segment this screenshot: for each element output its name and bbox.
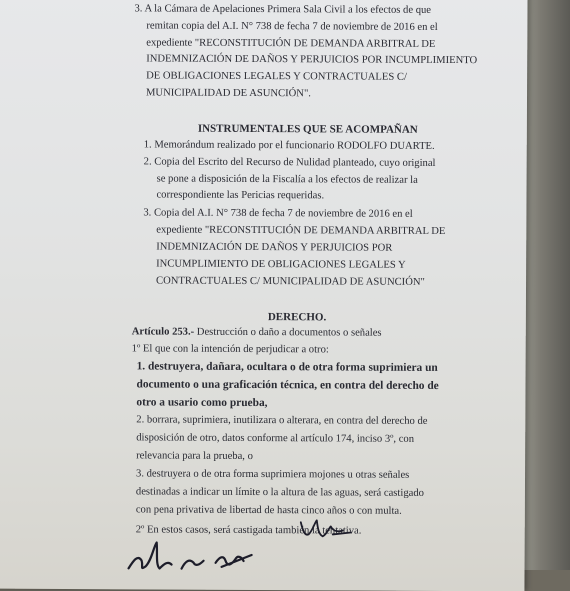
instrumental-2-line-3: correspondiente las Pericias requeridas. bbox=[156, 189, 325, 202]
paragraph-2: 2º En estos casos, será castigada también la tentativa. bbox=[135, 524, 362, 537]
instrumental-2-line-1: 2. Copia del Escrito del Recurso de Nulidad planteado, cuyo original bbox=[143, 156, 436, 169]
inciso-3-line-2: destinadas a indicar un límite o la altura de las aguas, será castigado bbox=[135, 486, 424, 499]
instrumental-2-line-2: se pone a disposición de la Fiscalía a los efectos de realizar la bbox=[156, 173, 418, 186]
inciso-3-line-1: 3. destruyera o de otra forma suprimiera mojones u otras señales bbox=[136, 468, 410, 481]
inciso-1-line-3: otro a usario como prueba, bbox=[136, 396, 268, 410]
inciso-2-line-2: disposición de otro, datos conforme al artículo 174, inciso 3º, con bbox=[136, 432, 415, 445]
instrumental-3-line-1: 3. Copia del A.I. N° 738 de fecha 7 de noviembre de 2016 en el bbox=[143, 207, 413, 220]
derecho-heading: DERECHO. bbox=[267, 311, 327, 324]
item3-line-2: remitan copia del A.I. N° 738 de fecha 7 de noviembre de 2016 en el bbox=[146, 20, 438, 33]
inciso-2-line-1: 2. borrara, suprimiera, inutilizara o alterara, en contra del derecho de bbox=[136, 414, 428, 427]
background-surface bbox=[520, 0, 570, 570]
articulo-heading bbox=[132, 326, 382, 339]
item3-line-1: 3. A la Cámara de Apelaciones Primera Sala Civil a los efectos de que bbox=[134, 3, 432, 16]
inciso-1-line-1: 1. destruyera, dañara, ocultara o de otra forma suprimiera un bbox=[136, 360, 438, 374]
articulo-number: Artículo 253.- bbox=[131, 326, 195, 338]
handwritten-signature-left bbox=[124, 524, 264, 575]
item3-line-5: DE OBLIGACIONES LEGALES Y CONTRACTUALES C/ bbox=[146, 70, 407, 83]
item3-line-3: expediente "RECONSTITUCIÓN DE DEMANDA ARBITRAL DE bbox=[146, 37, 436, 50]
instrumentales-heading: INSTRUMENTALES QUE SE ACOMPAÑAN bbox=[197, 122, 418, 136]
inciso-2-line-3: relevancia para la prueba, o bbox=[136, 450, 253, 463]
inciso-3-line-3: con pena privativa de libertad de hasta cinco años o con multa. bbox=[135, 504, 402, 517]
instrumental-1: 1. Memorándum realizado por el funcionario RODOLFO DUARTE. bbox=[143, 139, 435, 152]
instrumental-3-line-5: CONTRACTUALES C/ MUNICIPALIDAD DE ASUNCIÓN" bbox=[156, 275, 425, 288]
instrumental-3-line-4: INCUMPLIMIENTO DE OBLIGACIONES LEGALES Y bbox=[156, 258, 406, 271]
instrumental-3-line-2: expediente "RECONSTITUCIÓN DE DEMANDA ARBITRAL DE bbox=[156, 224, 446, 238]
handwritten-initials-right bbox=[295, 514, 355, 544]
item3-line-4: INDEMNIZACIÓN DE DAÑOS Y PERJUICIOS POR INCUMPLIMIENTO bbox=[146, 53, 478, 67]
paragraph-1: 1º El que con la intención de perjudicar a otro: bbox=[131, 343, 329, 356]
inciso-1-line-2: documento o una graficación técnica, en contra del derecho de bbox=[136, 378, 439, 392]
articulo-title: Destrucción o daño a documentos o señales bbox=[194, 326, 382, 339]
instrumental-3-line-3: INDEMNIZACIÓN DE DAÑOS Y PERJUICIOS POR bbox=[156, 241, 393, 254]
item3-line-6: MUNICIPALIDAD DE ASUNCIÓN". bbox=[146, 87, 311, 100]
